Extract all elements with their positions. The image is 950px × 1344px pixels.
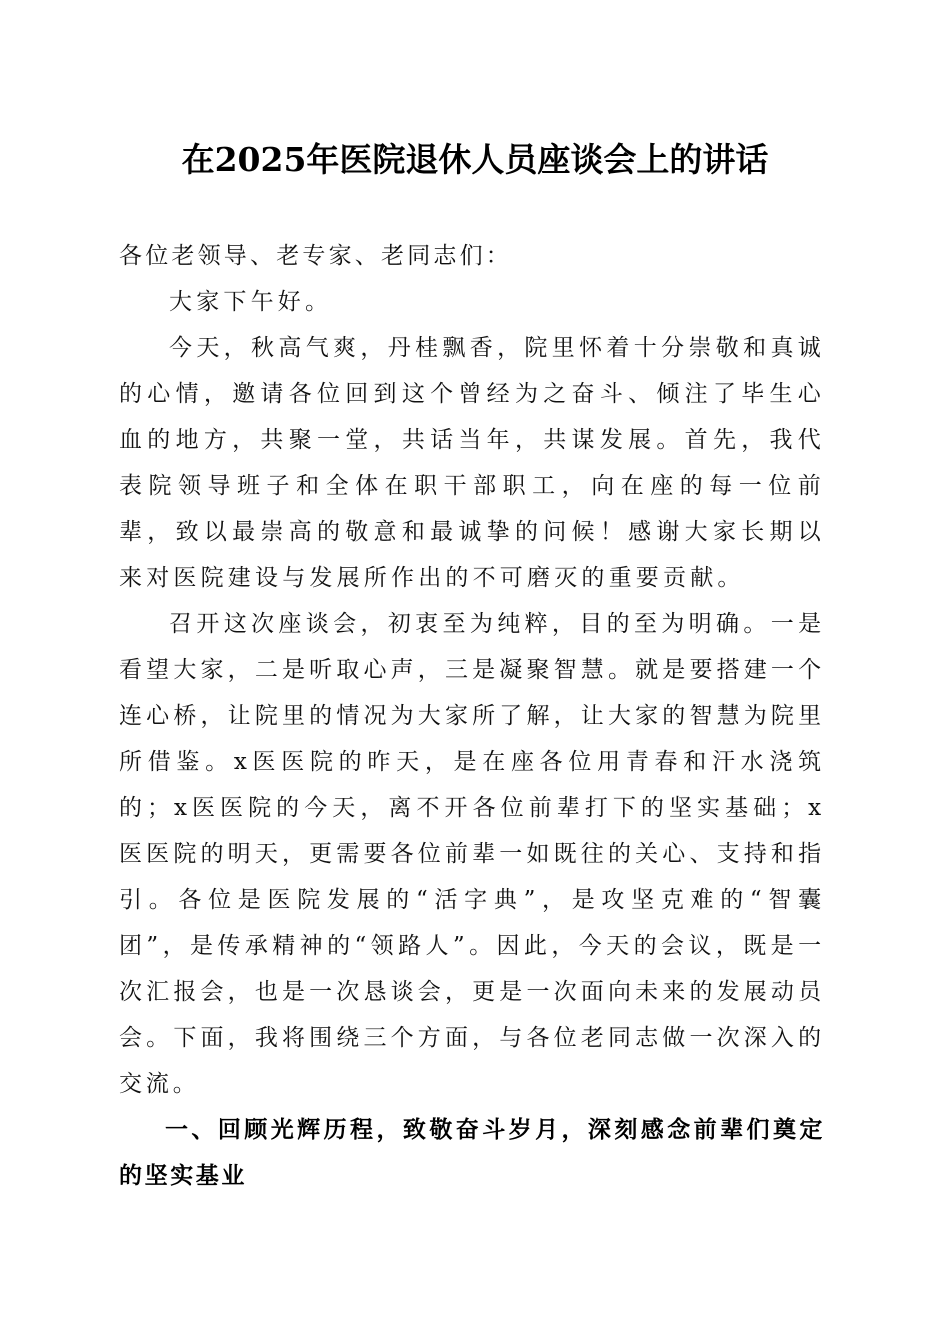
document-title: 在2025年医院退休人员座谈会上的讲话 xyxy=(181,140,769,179)
salutation: 各位老领导、老专家、老同志们： xyxy=(119,243,512,269)
paragraph-purpose: 召开这次座谈会，初衷至为纯粹，目的至为明确。一是看望大家，二是听取心声，三是凝聚智慧。就是要搭建一个连心桥，让院里的情况为大家所了解，让大家的智慧为院里所借鉴。x医医院的昨天，是在座各位用青春和汗水浇筑的；x医医院的今天，离不开各位前辈打下的坚实基础；x医医院的明天，更需要各位前辈一如既往的关心、支持和指引。各位是医院发展的“活字典”，是攻坚克难的“智囊团”，是传承精神的“领路人”。因此，今天的会议，既是一次汇报会，也是一次恳谈会，更是一次面向未来的发展动员会。下面，我将围绕三个方面，与各位老同志做一次深入的交流。 xyxy=(119,611,825,1097)
paragraph-opening: 今天，秋高气爽，丹桂飘香，院里怀着十分崇敬和真诚的心情，邀请各位回到这个曾经为之奋斗、倾注了毕生心血的地方，共聚一堂，共话当年，共谋发展。首先，我代表院领导班子和全体在职干部职工，向在座的每一位前辈，致以最崇高的敬意和最诚挚的问候！感谢大家长期以来对医院建设与发展所作出的不可磨灭的重要贡献。 xyxy=(119,335,825,591)
greeting: 大家下午好。 xyxy=(169,289,333,315)
document-body xyxy=(119,233,825,1199)
section-heading: 一、回顾光辉历程，致敬奋斗岁月，深刻感念前辈们奠定的坚实基业 xyxy=(119,1117,825,1189)
